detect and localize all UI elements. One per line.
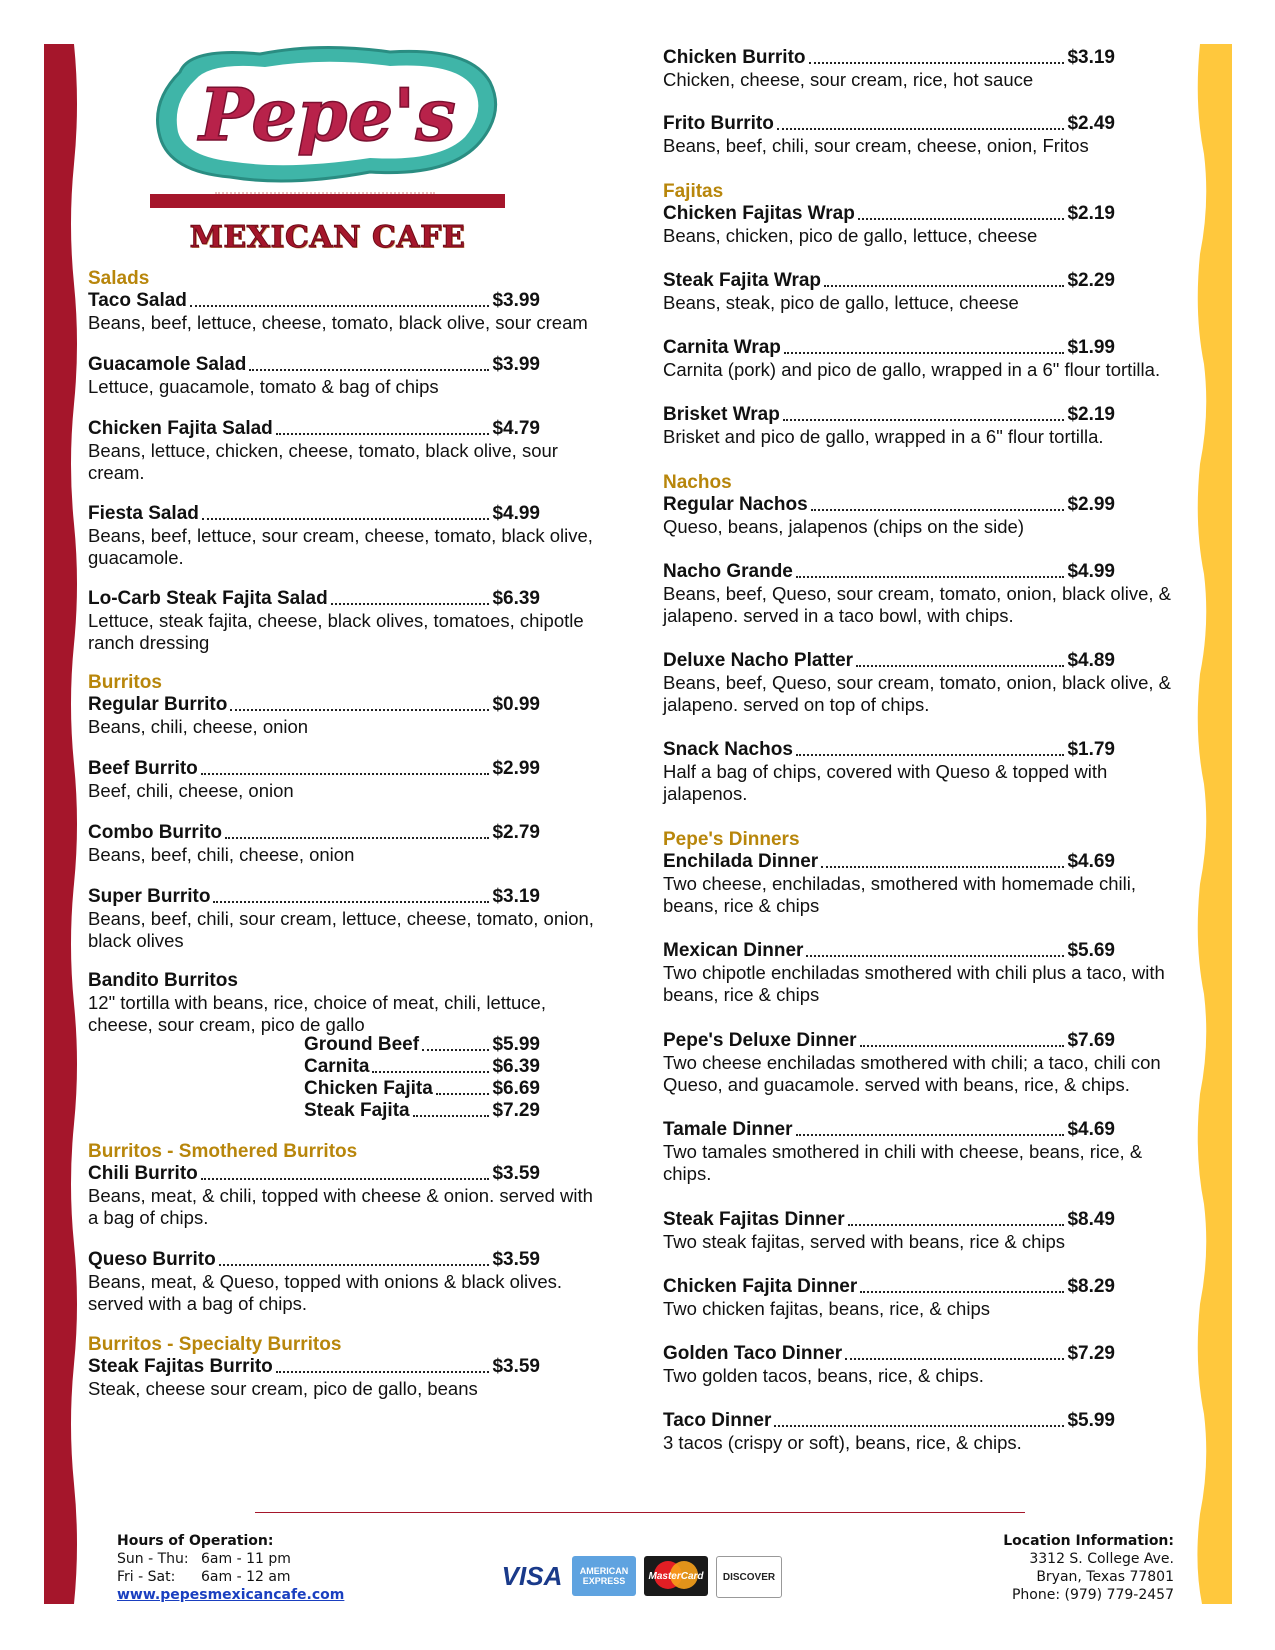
item-name: Steak Fajita Wrap: [663, 270, 822, 291]
menu-item: [663, 47, 1183, 91]
dot-leader: [811, 509, 1065, 511]
item-price: $2.29: [1067, 270, 1115, 291]
item-name: Chicken Fajita Dinner: [663, 1276, 858, 1297]
item-name: Enchilada Dinner: [663, 851, 819, 872]
item-name: Fiesta Salad: [88, 503, 199, 524]
item-price: $7.69: [1067, 1030, 1115, 1051]
dot-leader: [201, 773, 490, 775]
section-title-burritos: Burritos: [88, 672, 162, 693]
item-description: Two golden tacos, beans, rice, & chips.: [663, 1365, 984, 1386]
hours-time: 6am - 12 am: [201, 1569, 291, 1585]
hours-of-operation: [117, 1532, 344, 1604]
item-name: Frito Burrito: [663, 113, 774, 134]
item-description: Lettuce, guacamole, tomato & bag of chips: [88, 376, 439, 397]
logo-subtitle: MEXICAN CAFE: [189, 220, 466, 255]
item-price: $2.49: [1067, 113, 1115, 134]
dot-leader: [860, 1291, 1064, 1293]
option-name: Chicken Fajita: [304, 1078, 433, 1099]
item-description: Carnita (pork) and pico de gallo, wrapped in a 6" flour tortilla.: [663, 359, 1161, 380]
item-description: Beans, beef, Queso, sour cream, tomato, onion, black olive, & jalapeno. served on top of chips.: [663, 672, 1171, 715]
dot-leader: [824, 285, 1064, 287]
mastercard-label: MasterCard: [648, 1570, 704, 1582]
payment-cards: [500, 1556, 782, 1598]
location-title: Location Information:: [1003, 1533, 1174, 1549]
restaurant-logo: [150, 42, 505, 257]
dot-leader: [436, 1093, 490, 1095]
item-name: Chicken Burrito: [663, 47, 806, 68]
item-description: Beans, steak, pico de gallo, lettuce, cheese: [663, 292, 1019, 313]
menu-item: [88, 1163, 608, 1229]
menu-item: [88, 822, 608, 866]
right-yellow-border: [1196, 44, 1232, 1604]
dot-leader: [809, 62, 1065, 64]
item-price: $5.99: [1067, 1410, 1115, 1431]
menu-item: [663, 1343, 1183, 1387]
menu-item: [663, 739, 1183, 805]
hours-days: Sun - Thu:: [117, 1551, 189, 1567]
menu-item: [663, 494, 1183, 538]
item-price: $8.29: [1067, 1276, 1115, 1297]
location-information: [1003, 1532, 1174, 1604]
menu-item: [663, 203, 1183, 247]
menu-item: [88, 1356, 608, 1400]
item-description: Two cheese, enchiladas, smothered with homemade chili, beans, rice & chips: [663, 873, 1137, 916]
item-price: $3.59: [492, 1356, 540, 1377]
item-price: $2.99: [492, 758, 540, 779]
dot-leader: [784, 352, 1065, 354]
item-description: Beef, chili, cheese, onion: [88, 780, 294, 801]
dot-leader: [860, 1045, 1065, 1047]
dot-leader: [249, 369, 489, 371]
item-name: Chicken Fajitas Wrap: [663, 203, 855, 224]
item-price: $3.19: [1067, 47, 1115, 68]
hours-title: Hours of Operation:: [117, 1533, 274, 1549]
menu-item: [88, 588, 608, 654]
item-description: Steak, cheese sour cream, pico de gallo, beans: [88, 1378, 478, 1399]
dot-leader: [331, 603, 490, 605]
item-description: Two cheese enchiladas smothered with chili; a taco, chili con Queso, and guacamole. served with beans, rice, & chips.: [663, 1052, 1161, 1095]
dot-leader: [806, 955, 1064, 957]
footer-divider: [255, 1512, 1025, 1513]
dot-leader: [821, 866, 1064, 868]
bandito-option: [304, 1078, 540, 1100]
item-description: Beans, meat, & chili, topped with cheese & onion. served with a bag of chips.: [88, 1185, 593, 1228]
item-name: Chili Burrito: [88, 1163, 198, 1184]
section-title-smothered: Burritos - Smothered Burritos: [88, 1141, 358, 1162]
menu-item: [663, 1030, 1183, 1096]
item-price: $5.69: [1067, 940, 1115, 961]
dot-leader: [213, 901, 489, 903]
logo-script-text: Pepe's: [199, 72, 456, 157]
bandito-option: [304, 1100, 540, 1122]
address-line-2: Bryan, Texas 77801: [1036, 1569, 1174, 1585]
hours-days: Fri - Sat:: [117, 1569, 176, 1585]
item-name: Steak Fajitas Dinner: [663, 1209, 845, 1230]
item-price: $4.69: [1067, 1119, 1115, 1140]
item-price: $1.99: [1067, 337, 1115, 358]
item-price: $2.19: [1067, 203, 1115, 224]
menu-item: [88, 418, 608, 484]
menu-item: [88, 290, 608, 334]
dot-leader: [225, 837, 489, 839]
item-name: Taco Salad: [88, 290, 187, 311]
item-name: Carnita Wrap: [663, 337, 781, 358]
menu-item: [663, 650, 1183, 716]
item-description: Brisket and pico de gallo, wrapped in a 6" flour tortilla.: [663, 426, 1104, 447]
menu-item: [663, 404, 1183, 448]
dot-leader: [201, 1178, 490, 1180]
hours-time: 6am - 11 pm: [201, 1551, 291, 1567]
item-price: $1.79: [1067, 739, 1115, 760]
item-price: $3.59: [492, 1163, 540, 1184]
visa-card-icon: VISA: [500, 1556, 564, 1596]
section-title-fajitas: Fajitas: [663, 181, 724, 202]
menu-item: [88, 354, 608, 398]
left-red-border: [44, 44, 80, 1604]
menu-item: [663, 940, 1183, 1006]
item-name: Mexican Dinner: [663, 940, 804, 961]
item-price: $0.99: [492, 694, 540, 715]
menu-item: [663, 1276, 1183, 1320]
item-name: Regular Nachos: [663, 494, 808, 515]
item-name: Deluxe Nacho Platter: [663, 650, 854, 671]
menu-item: [88, 503, 608, 569]
item-description: Beans, beef, chili, sour cream, cheese, onion, Fritos: [663, 135, 1089, 156]
dot-leader: [202, 518, 490, 520]
section-title-nachos: Nachos: [663, 472, 732, 493]
hours-row: [117, 1550, 344, 1568]
dot-leader: [276, 433, 490, 435]
dot-leader: [845, 1358, 1064, 1360]
menu-item: [663, 1209, 1183, 1253]
dot-leader: [413, 1115, 490, 1117]
item-name: Chicken Fajita Salad: [88, 418, 273, 439]
dot-leader: [783, 419, 1065, 421]
item-description: Beans, meat, & Queso, topped with onions & black olives. served with a bag of chips.: [88, 1271, 563, 1314]
item-description: Beans, beef, Queso, sour cream, tomato, onion, black olive, & jalapeno. served in a taco bowl, with chips.: [663, 583, 1171, 626]
bandito-option: [304, 1034, 540, 1056]
item-name: Bandito Burritos: [88, 970, 238, 991]
option-name: Ground Beef: [304, 1034, 420, 1055]
mastercard-card-icon: [644, 1556, 708, 1596]
item-description: Beans, beef, lettuce, sour cream, cheese, tomato, black olive, guacamole.: [88, 525, 593, 568]
dot-leader: [372, 1071, 489, 1073]
menu-item: [663, 1410, 1183, 1454]
menu-item: [88, 694, 608, 738]
item-name: Super Burrito: [88, 886, 211, 907]
item-description: 12" tortilla with beans, rice, choice of meat, chili, lettuce, cheese, sour cream, pico de gallo: [88, 992, 546, 1035]
dot-leader: [276, 1371, 490, 1373]
website-link[interactable]: www.pepesmexicancafe.com: [117, 1587, 345, 1603]
item-description: Beans, lettuce, chicken, cheese, tomato, black olive, sour cream.: [88, 440, 558, 483]
phone-number: Phone: (979) 779-2457: [1011, 1587, 1174, 1603]
item-description: Beans, beef, chili, sour cream, lettuce, cheese, tomato, onion, black olives: [88, 908, 594, 951]
item-description: 3 tacos (crispy or soft), beans, rice, & chips.: [663, 1432, 1022, 1453]
dot-leader: [230, 709, 489, 711]
item-name: Lo-Carb Steak Fajita Salad: [88, 588, 328, 609]
item-name: Nacho Grande: [663, 561, 793, 582]
menu-item: [663, 113, 1183, 157]
menu-item: [88, 1249, 608, 1315]
menu-item: [663, 561, 1183, 627]
menu-item: [88, 886, 608, 952]
menu-item: [663, 1119, 1183, 1185]
item-description: Two steak fajitas, served with beans, rice & chips: [663, 1231, 1066, 1252]
dot-leader: [219, 1264, 490, 1266]
item-price: $2.99: [1067, 494, 1115, 515]
item-description: Lettuce, steak fajita, cheese, black olives, tomatoes, chipotle ranch dressing: [88, 610, 584, 653]
item-price: $7.29: [1067, 1343, 1115, 1364]
item-name: Brisket Wrap: [663, 404, 780, 425]
logo-dotted-line: [215, 192, 435, 194]
hours-row: [117, 1568, 344, 1586]
dot-leader: [848, 1224, 1065, 1226]
item-name: Guacamole Salad: [88, 354, 247, 375]
item-description: Two chicken fajitas, beans, rice, & chips: [663, 1298, 990, 1319]
section-title-specialty: Burritos - Specialty Burritos: [88, 1334, 342, 1355]
item-name: Snack Nachos: [663, 739, 793, 760]
dot-leader: [796, 1134, 1065, 1136]
item-price: $4.79: [492, 418, 540, 439]
menu-item: [663, 851, 1183, 917]
item-price: $3.99: [492, 354, 540, 375]
item-name: Pepe's Deluxe Dinner: [663, 1030, 857, 1051]
option-price: $6.69: [492, 1078, 540, 1099]
item-description: Beans, beef, lettuce, cheese, tomato, black olive, sour cream: [88, 312, 588, 333]
item-price: $3.99: [492, 290, 540, 311]
item-description: Beans, chicken, pico de gallo, lettuce, cheese: [663, 225, 1038, 246]
option-name: Steak Fajita: [304, 1100, 410, 1121]
item-name: Steak Fajitas Burrito: [88, 1356, 273, 1377]
item-description: Beans, chili, cheese, onion: [88, 716, 309, 737]
option-price: $5.99: [492, 1034, 540, 1055]
discover-card-icon: DISCOVER: [716, 1556, 782, 1598]
item-name: Combo Burrito: [88, 822, 223, 843]
item-description: Chicken, cheese, sour cream, rice, hot sauce: [663, 69, 1034, 90]
item-price: $4.99: [492, 503, 540, 524]
section-title-salads: Salads: [88, 268, 150, 289]
amex-card-icon: AMERICAN EXPRESS: [572, 1556, 636, 1596]
item-price: $6.39: [492, 588, 540, 609]
item-price: $2.79: [492, 822, 540, 843]
item-name: Beef Burrito: [88, 758, 198, 779]
item-description: Half a bag of chips, covered with Queso & topped with jalapenos.: [663, 761, 1108, 804]
item-description: Two chipotle enchiladas smothered with chili plus a taco, with beans, rice & chips: [663, 962, 1165, 1005]
item-name: Taco Dinner: [663, 1410, 772, 1431]
item-price: $4.99: [1067, 561, 1115, 582]
item-description: Queso, beans, jalapenos (chips on the side): [663, 516, 1024, 537]
item-name: Tamale Dinner: [663, 1119, 793, 1140]
item-price: $8.49: [1067, 1209, 1115, 1230]
item-description: Two tamales smothered in chili with cheese, beans, rice, & chips.: [663, 1141, 1143, 1184]
menu-item: [88, 758, 608, 802]
menu-item: [663, 337, 1183, 381]
dot-leader: [858, 218, 1065, 220]
item-price: $4.69: [1067, 851, 1115, 872]
dot-leader: [190, 305, 490, 307]
dot-leader: [856, 665, 1064, 667]
dot-leader: [796, 754, 1065, 756]
option-name: Carnita: [304, 1056, 370, 1077]
logo-red-bar: [150, 194, 505, 208]
menu-item: [663, 270, 1183, 314]
item-price: $2.19: [1067, 404, 1115, 425]
bandito-option: [304, 1056, 540, 1078]
item-name: Queso Burrito: [88, 1249, 216, 1270]
item-description: Beans, beef, chili, cheese, onion: [88, 844, 355, 865]
dot-leader: [777, 128, 1065, 130]
option-price: $7.29: [492, 1100, 540, 1121]
item-price: $3.19: [492, 886, 540, 907]
address-line-1: 3312 S. College Ave.: [1029, 1551, 1174, 1567]
option-price: $6.39: [492, 1056, 540, 1077]
section-title-dinners: Pepe's Dinners: [663, 829, 800, 850]
item-name: Regular Burrito: [88, 694, 228, 715]
menu-item-bandito: [88, 970, 608, 1036]
item-name: Golden Taco Dinner: [663, 1343, 843, 1364]
dot-leader: [796, 576, 1065, 578]
item-price: $4.89: [1067, 650, 1115, 671]
dot-leader: [774, 1425, 1064, 1427]
dot-leader: [422, 1049, 489, 1051]
item-price: $3.59: [492, 1249, 540, 1270]
